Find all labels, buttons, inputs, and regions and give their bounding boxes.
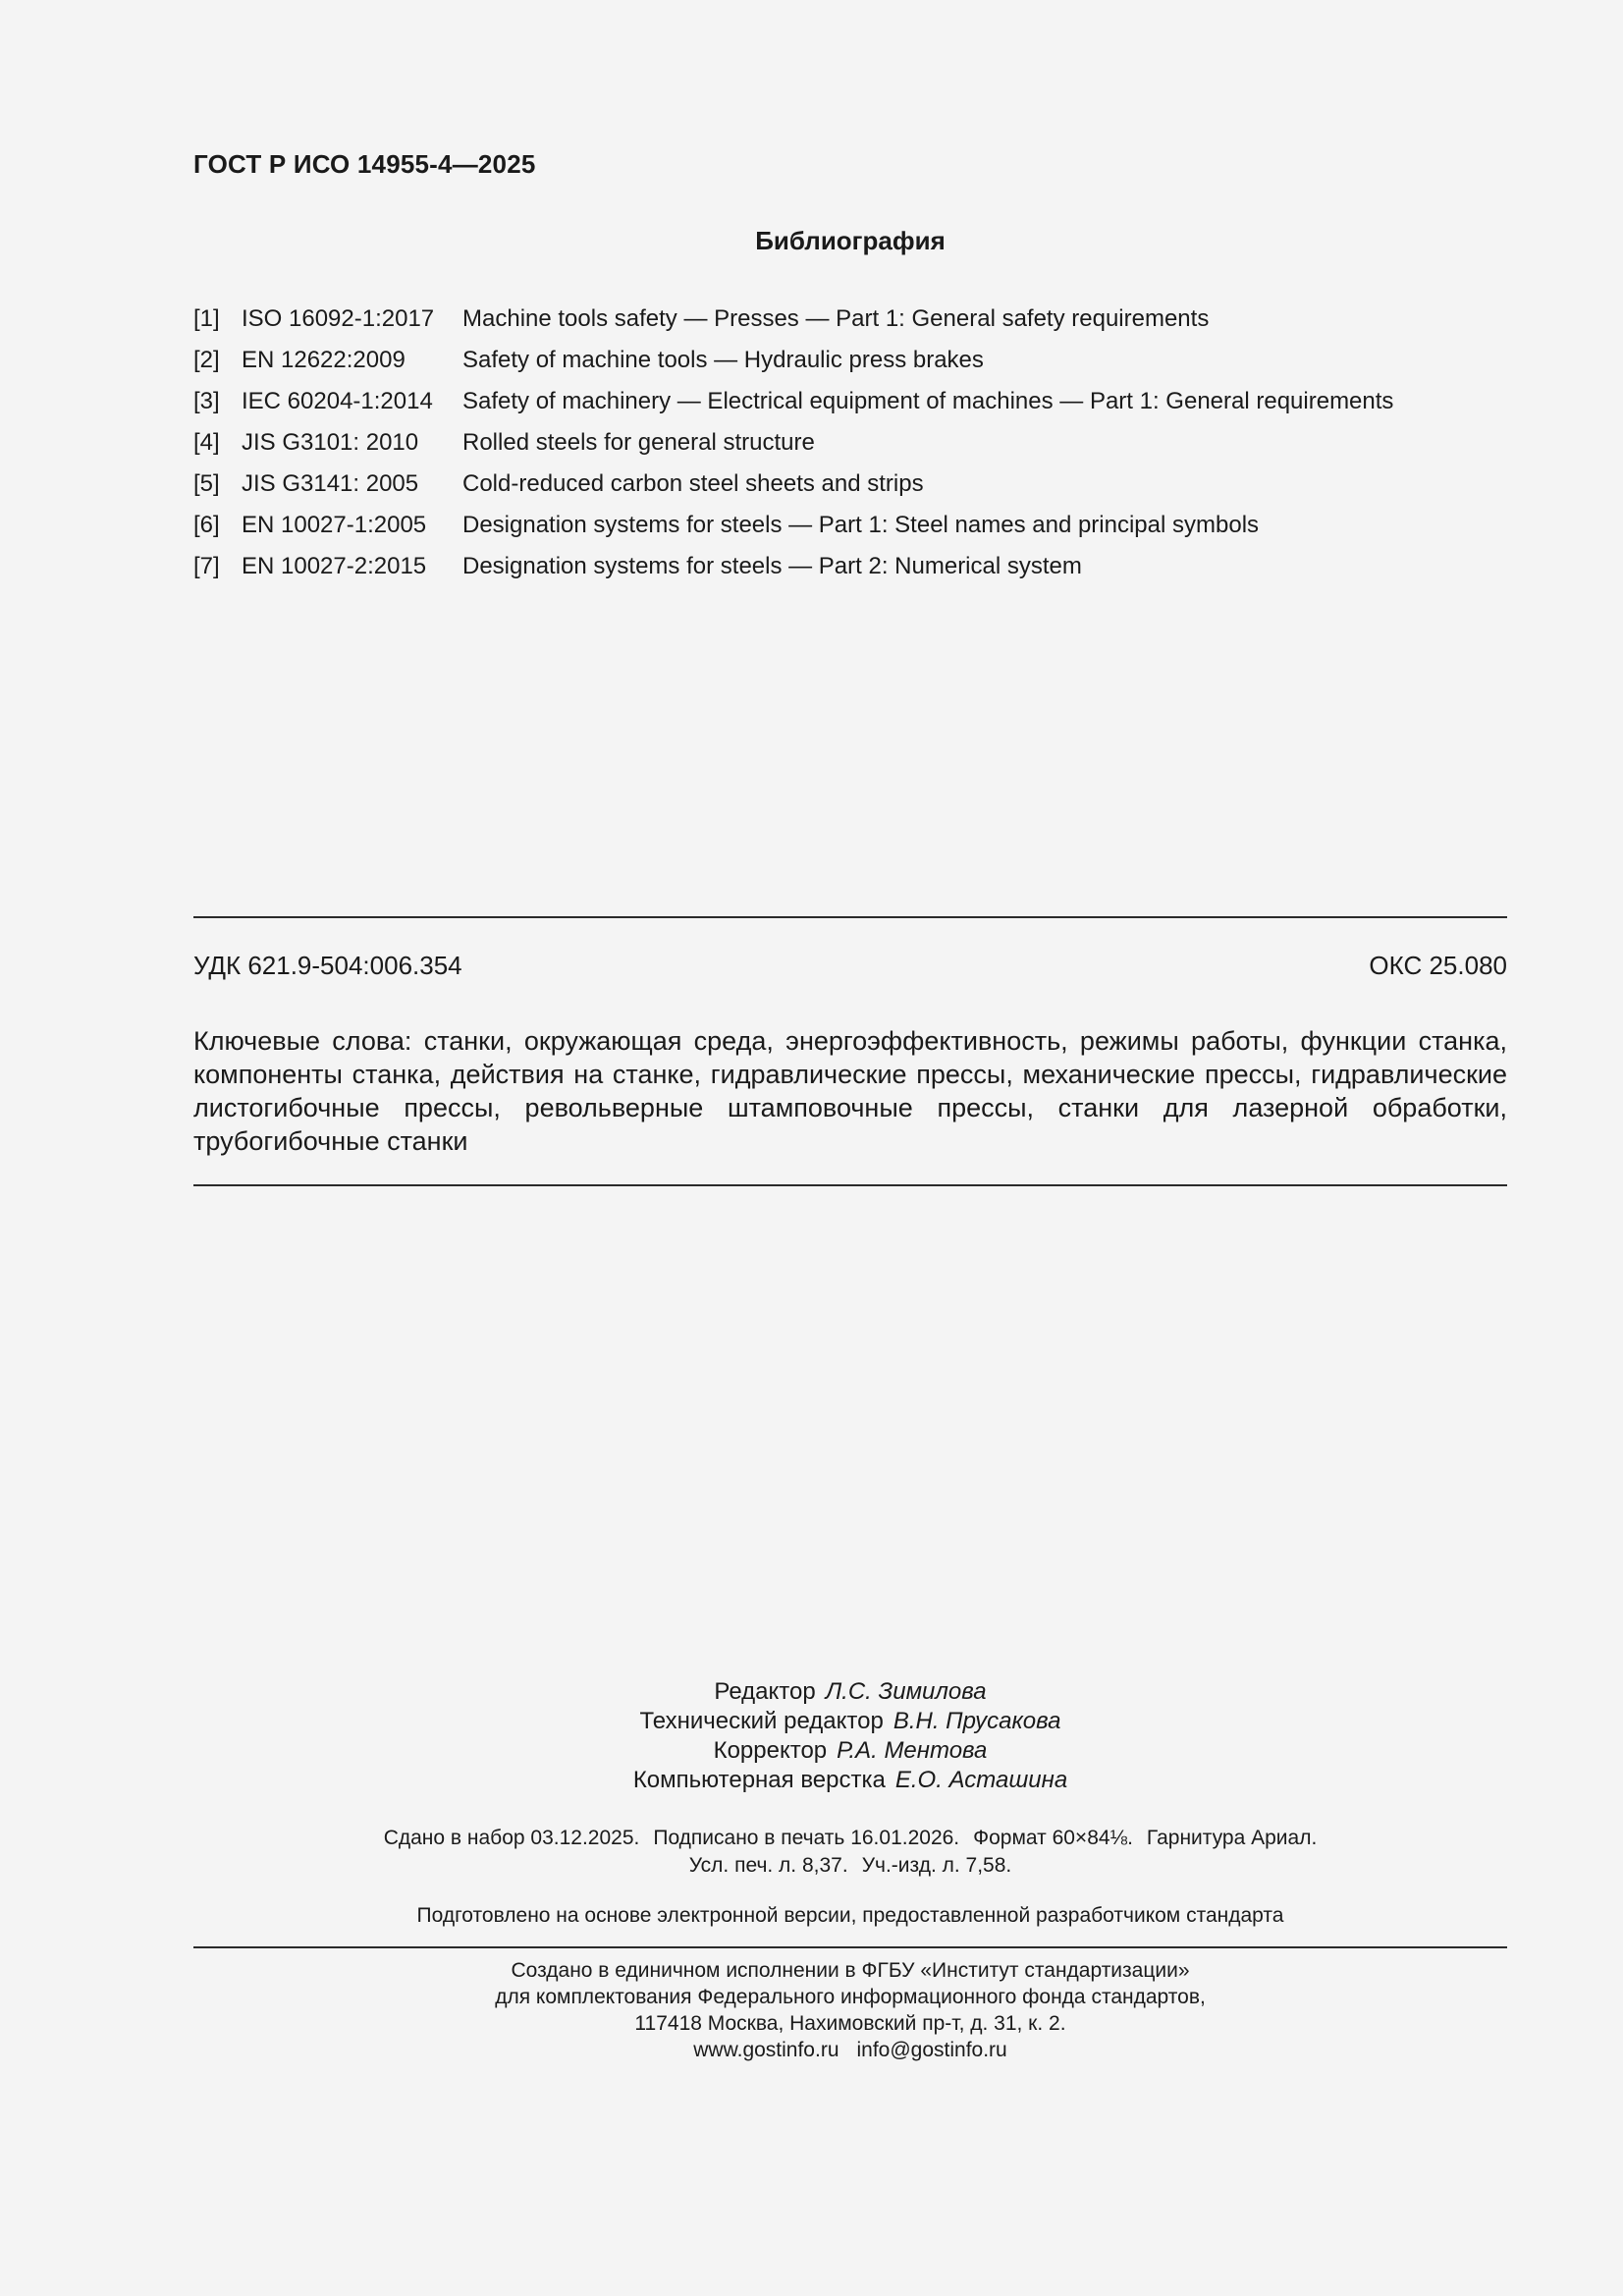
bibliography-item-code: EN 10027-1:2005 bbox=[242, 512, 427, 538]
bibliography-item-title: Designation systems for steels — Part 2: Numerical system bbox=[462, 553, 1082, 579]
bibliography-title: Библиография bbox=[755, 226, 946, 255]
bibliography-item bbox=[193, 340, 1507, 381]
bibliography-item bbox=[193, 464, 1507, 505]
submitted-date: Сдано в набор 03.12.2025. bbox=[383, 1827, 640, 1849]
keywords-paragraph: Ключевые слова: станки, окружающая среда, энергоэффективность, режимы работы, функции станка, компоненты станка, действия на станке, гидравлические прессы, механические прессы, гидравлические листогибочные прессы, револьверные штамповочные прессы, станки для лазерной обработки, трубогибочные станки bbox=[193, 1026, 1507, 1156]
signed-date: Подписано в печать 16.01.2026. bbox=[653, 1827, 960, 1849]
website-link[interactable]: www.gostinfo.ru bbox=[693, 2039, 839, 2061]
bibliography-item-title: Rolled steels for general structure bbox=[462, 429, 815, 456]
bibliography-item-code: JIS G3101: 2010 bbox=[242, 429, 419, 456]
credit-line bbox=[193, 1707, 1507, 1736]
bibliography-item-code: EN 10027-2:2015 bbox=[242, 553, 427, 579]
divider-line bbox=[193, 1946, 1507, 1948]
bibliography-item-number: [7] bbox=[193, 553, 220, 579]
bibliography-item-number: [1] bbox=[193, 305, 220, 332]
bibliography-item-title: Designation systems for steels — Part 1: Steel names and principal symbols bbox=[462, 512, 1260, 538]
credits-block bbox=[193, 1677, 1507, 1795]
bibliography-list bbox=[193, 299, 1507, 587]
bibliography-item-number: [3] bbox=[193, 388, 220, 414]
print-info-line bbox=[193, 1825, 1507, 1852]
publication-sheets: Уч.-изд. л. 7,58. bbox=[861, 1854, 1012, 1877]
standard-code-header: ГОСТ Р ИСО 14955-4—2025 bbox=[193, 149, 536, 179]
bibliography-item-title: Cold-reduced carbon steel sheets and strips bbox=[462, 470, 924, 497]
credit-role: Редактор bbox=[714, 1678, 816, 1705]
typeface: Гарнитура Ариал. bbox=[1146, 1827, 1318, 1849]
bibliography-item-code: ISO 16092-1:2017 bbox=[242, 305, 435, 332]
bibliography-item-code: IEC 60204-1:2014 bbox=[242, 388, 433, 414]
credit-name: Р.А. Ментова bbox=[837, 1737, 988, 1764]
credit-line bbox=[193, 1677, 1507, 1707]
divider-line bbox=[193, 1184, 1507, 1186]
credit-role: Технический редактор bbox=[639, 1708, 884, 1734]
credit-name: Е.О. Асташина bbox=[894, 1767, 1068, 1793]
credit-name: В.Н. Прусакова bbox=[893, 1708, 1061, 1734]
bibliography-item-title: Safety of machine tools — Hydraulic press brakes bbox=[462, 347, 984, 373]
prepared-note: Подготовлено на основе электронной версии, предоставленной разработчиком стандарта bbox=[416, 1904, 1284, 1927]
print-format: Формат 60×84⅛. bbox=[973, 1827, 1133, 1849]
publisher-address: 117418 Москва, Нахимовский пр-т, д. 31, к. 2. bbox=[634, 2012, 1066, 2035]
bibliography-item bbox=[193, 299, 1507, 340]
bibliography-item bbox=[193, 422, 1507, 464]
bibliography-item-number: [2] bbox=[193, 347, 220, 373]
print-sheets: Усл. печ. л. 8,37. bbox=[688, 1854, 848, 1877]
bibliography-item-number: [5] bbox=[193, 470, 220, 497]
print-info-line bbox=[193, 1852, 1507, 1880]
publisher-line: для комплектования Федерального информационного фонда стандартов, bbox=[495, 1986, 1206, 2008]
bibliography-item-title: Machine tools safety — Presses — Part 1: General safety requirements bbox=[462, 305, 1210, 332]
publisher-line: Создано в единичном исполнении в ФГБУ «Институт стандартизации» bbox=[511, 1959, 1190, 1982]
bibliography-item-title: Safety of machinery — Electrical equipment of machines — Part 1: General requirements bbox=[462, 388, 1394, 414]
oks-code: ОКС 25.080 bbox=[1369, 951, 1507, 980]
classification-row bbox=[193, 951, 1507, 981]
bibliography-item-code: JIS G3141: 2005 bbox=[242, 470, 419, 497]
credit-line bbox=[193, 1736, 1507, 1766]
print-info-block bbox=[193, 1825, 1507, 1880]
bibliography-item bbox=[193, 505, 1507, 546]
credit-role: Компьютерная верстка bbox=[632, 1767, 886, 1793]
credit-name: Л.С. Зимилова bbox=[825, 1678, 987, 1705]
publisher-block bbox=[193, 1957, 1507, 2063]
publisher-contacts bbox=[193, 2037, 1507, 2063]
credit-line bbox=[193, 1766, 1507, 1795]
bibliography-item-number: [4] bbox=[193, 429, 220, 456]
bibliography-item bbox=[193, 546, 1507, 587]
bibliography-item-code: EN 12622:2009 bbox=[242, 347, 406, 373]
credit-role: Корректор bbox=[713, 1737, 828, 1764]
bibliography-item-number: [6] bbox=[193, 512, 220, 538]
udc-code: УДК 621.9-504:006.354 bbox=[193, 951, 462, 980]
email-link[interactable]: info@gostinfo.ru bbox=[856, 2039, 1007, 2061]
divider-line bbox=[193, 916, 1507, 918]
bibliography-item bbox=[193, 381, 1507, 422]
